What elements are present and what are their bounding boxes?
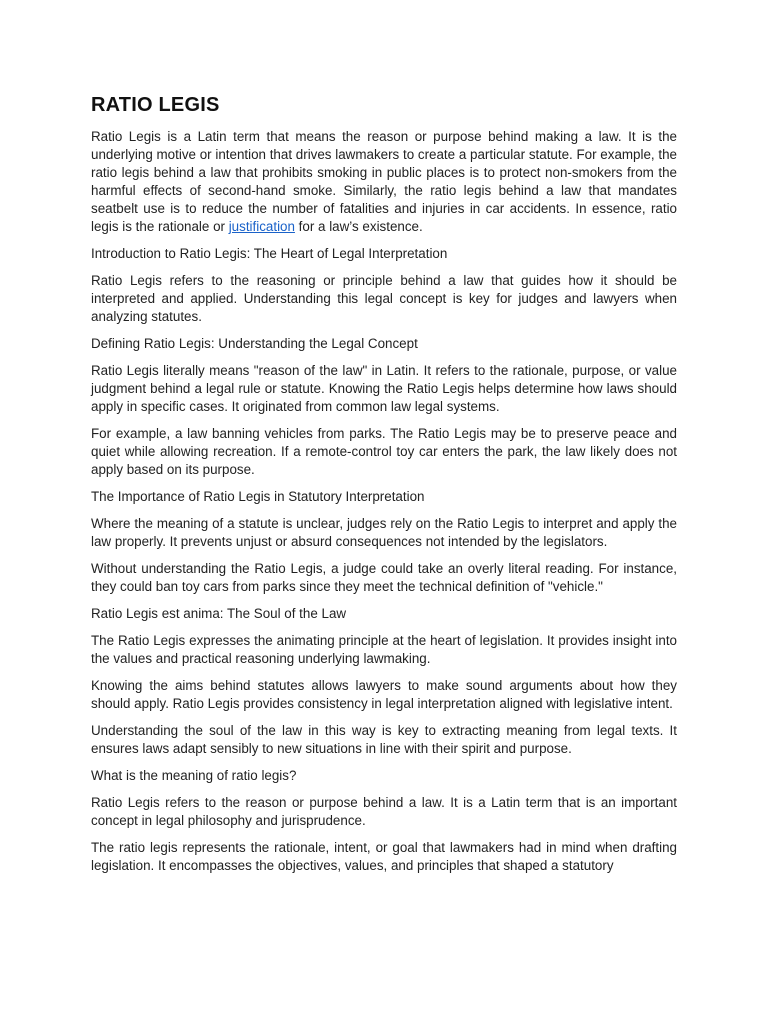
paragraph: Ratio Legis literally means "reason of the law" in Latin. It refers to the rationale, purpose, or value judgment behind a legal rule or statute. Knowing the Ratio Legis helps determine how laws should apply in specific cases. It originated from common law legal systems. xyxy=(91,363,677,414)
section-heading-introduction: Introduction to Ratio Legis: The Heart of Legal Interpretation xyxy=(91,246,448,261)
paragraph: Ratio Legis refers to the reason or purpose behind a law. It is a Latin term that is an important concept in legal philosophy and jurisprudence. xyxy=(91,795,677,828)
paragraph-intro xyxy=(91,128,677,236)
paragraph: For example, a law banning vehicles from parks. The Ratio Legis may be to preserve peace and quiet while allowing recreation. If a remote-control toy car enters the park, the law likely does not apply based on its purpose. xyxy=(91,426,677,477)
paragraph: Without understanding the Ratio Legis, a judge could take an overly literal reading. For instance, they could ban toy cars from parks since they meet the technical definition of "vehicle." xyxy=(91,561,677,594)
justification-link[interactable]: justification xyxy=(228,219,295,234)
paragraph: Where the meaning of a statute is unclear, judges rely on the Ratio Legis to interpret and apply the law properly. It prevents unjust or absurd consequences not intended by the legislators. xyxy=(91,516,677,549)
paragraph: The ratio legis represents the rationale, intent, or goal that lawmakers had in mind when drafting legislation. It encompasses the objectives, values, and principles that shaped a statutory xyxy=(91,840,677,873)
paragraph-intro-text: Ratio Legis is a Latin term that means the reason or purpose behind making a law. It is the underlying motive or intention that drives lawmakers to create a particular statute. For example, the ratio legis behind a law that prohibits smoking in public places is to protect non-smokers from the harmful effects of second-hand smoke. Similarly, the ratio legis behind a law that mandates seatbelt use is to reduce the number of fatalities and injuries in car accidents. In essence, ratio legis is the rationale or xyxy=(91,129,677,234)
section-heading-anima: Ratio Legis est anima: The Soul of the Law xyxy=(91,606,347,621)
document-title: RATIO LEGIS xyxy=(91,94,220,116)
paragraph: Ratio Legis refers to the reasoning or principle behind a law that guides how it should be interpreted and applied. Understanding this legal concept is key for judges and lawyers when analyzing statutes. xyxy=(91,273,677,324)
paragraph: Knowing the aims behind statutes allows lawyers to make sound arguments about how they should apply. Ratio Legis provides consistency in legal interpretation aligned with legislative intent. xyxy=(91,678,677,711)
paragraph: The Ratio Legis expresses the animating principle at the heart of legislation. It provides insight into the values and practical reasoning underlying lawmaking. xyxy=(91,633,677,666)
section-heading-importance: The Importance of Ratio Legis in Statutory Interpretation xyxy=(91,489,425,504)
paragraph: Understanding the soul of the law in this way is key to extracting meaning from legal texts. It ensures laws adapt sensibly to new situations in line with their spirit and purpose. xyxy=(91,723,677,756)
section-heading-defining: Defining Ratio Legis: Understanding the Legal Concept xyxy=(91,336,418,351)
paragraph-intro-tail: for a law’s existence. xyxy=(294,219,423,234)
section-heading-meaning: What is the meaning of ratio legis? xyxy=(91,768,297,783)
